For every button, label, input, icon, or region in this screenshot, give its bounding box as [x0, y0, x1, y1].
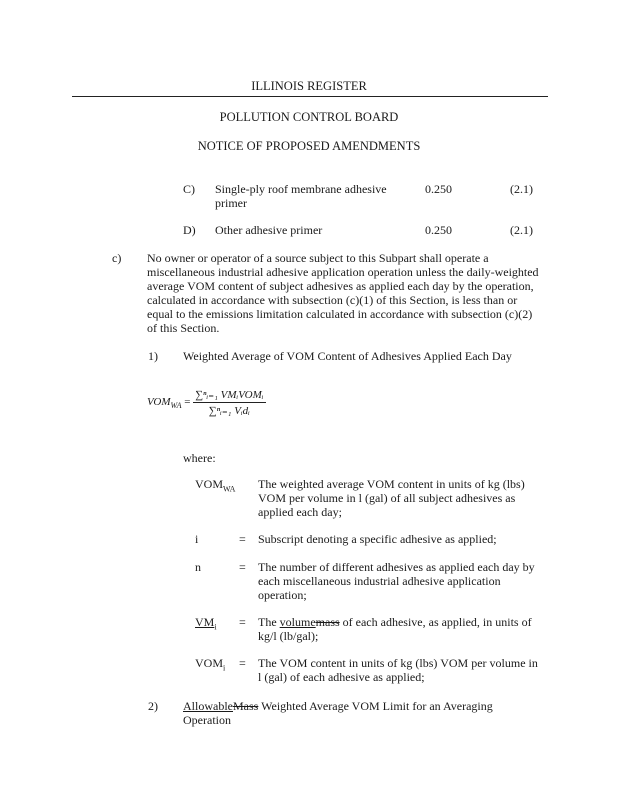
- item2-title: AllowableMass Weighted Average VOM Limit for an Averaging: [183, 699, 493, 713]
- def-text: operation;: [258, 588, 307, 602]
- def-symbol: $VM_i$: [195, 615, 217, 632]
- row-desc: Single-ply roof membrane adhesive: [215, 182, 387, 196]
- item1-title: Weighted Average of VOM Content of Adhesives Applied Each Day: [183, 349, 512, 363]
- def-text: applied each day;: [258, 505, 342, 519]
- def-symbol: $VOM_{WA}$: [195, 477, 236, 494]
- def-equals: =: [239, 560, 246, 574]
- formula-fraction: [193, 388, 265, 417]
- def-text: The VOM content in units of kg (lbs) VOM per volume in: [258, 656, 538, 670]
- header-rule: [72, 96, 548, 97]
- item2-title-cont: Operation: [183, 713, 231, 727]
- row-letter: D): [183, 223, 196, 237]
- formula-denominator: ∑ⁿᵢ₌₁ Vᵢdᵢ: [208, 405, 250, 417]
- section-c-line: equal to the emissions limitation calculated in accordance with subsection (c)(2): [147, 307, 533, 321]
- item1-label: 1): [148, 349, 158, 363]
- row-desc-cont: primer: [215, 196, 247, 210]
- where-label: where:: [183, 451, 216, 465]
- def-equals: =: [239, 532, 246, 546]
- section-c-line: average VOM content of subject adhesives as applied each day by the operation,: [147, 279, 534, 293]
- register-title: ILLINOIS REGISTER: [251, 79, 367, 93]
- def-equals: =: [239, 615, 246, 629]
- def-equals: =: [239, 656, 246, 670]
- formula-numerator: ∑ⁿᵢ₌₁ VMᵢVOMᵢ: [195, 389, 264, 401]
- section-c-line: calculated in accordance with subsection (c)(1) of this Section, is less than or: [147, 293, 518, 307]
- section-c-line: No owner or operator of a source subject to this Subpart shall operate a: [147, 251, 489, 265]
- item2-label: 2): [148, 699, 158, 713]
- section-c-line: miscellaneous industrial adhesive application operation unless the daily-weighted: [147, 265, 539, 279]
- def-text: The weighted average VOM content in units of kg (lbs): [258, 477, 525, 491]
- formula-lhs: $VOM_{WA}$: [147, 396, 182, 411]
- notice-title: NOTICE OF PROPOSED AMENDMENTS: [197, 139, 421, 153]
- def-text: The number of different adhesives as applied each day by: [258, 560, 535, 574]
- def-symbol: $VOM_i$: [195, 656, 226, 673]
- def-symbol: n: [195, 560, 201, 574]
- def-text: kg/l (lb/gal);: [258, 629, 319, 643]
- def-text: Subscript denoting a specific adhesive as applied;: [258, 532, 497, 546]
- row-value-metric: 0.250: [425, 182, 452, 196]
- def-text: each miscellaneous industrial adhesive application: [258, 574, 501, 588]
- row-desc: Other adhesive primer: [215, 223, 323, 237]
- section-c-label: c): [112, 251, 122, 265]
- row-value-english: (2.1): [510, 182, 533, 196]
- def-text: VOM per volume in l (gal) of all subject adhesives as: [258, 491, 516, 505]
- def-text: The volumemass of each adhesive, as applied, in units of: [258, 615, 532, 629]
- board-title: POLLUTION CONTROL BOARD: [219, 110, 399, 124]
- row-letter: C): [183, 182, 195, 196]
- vom-formula: $VOM_{WA}$ = $\frac{\text{∑ⁿᵢ₌₁ VMᵢVOMᵢ}}{\text{∑ⁿᵢ₌₁ Vᵢdᵢ}}$: [147, 389, 264, 417]
- section-c-line: of this Section.: [147, 321, 220, 335]
- row-value-english: (2.1): [510, 223, 533, 237]
- row-value-metric: 0.250: [425, 223, 452, 237]
- def-symbol: i: [195, 532, 199, 546]
- def-text: l (gal) of each adhesive as applied;: [258, 670, 425, 684]
